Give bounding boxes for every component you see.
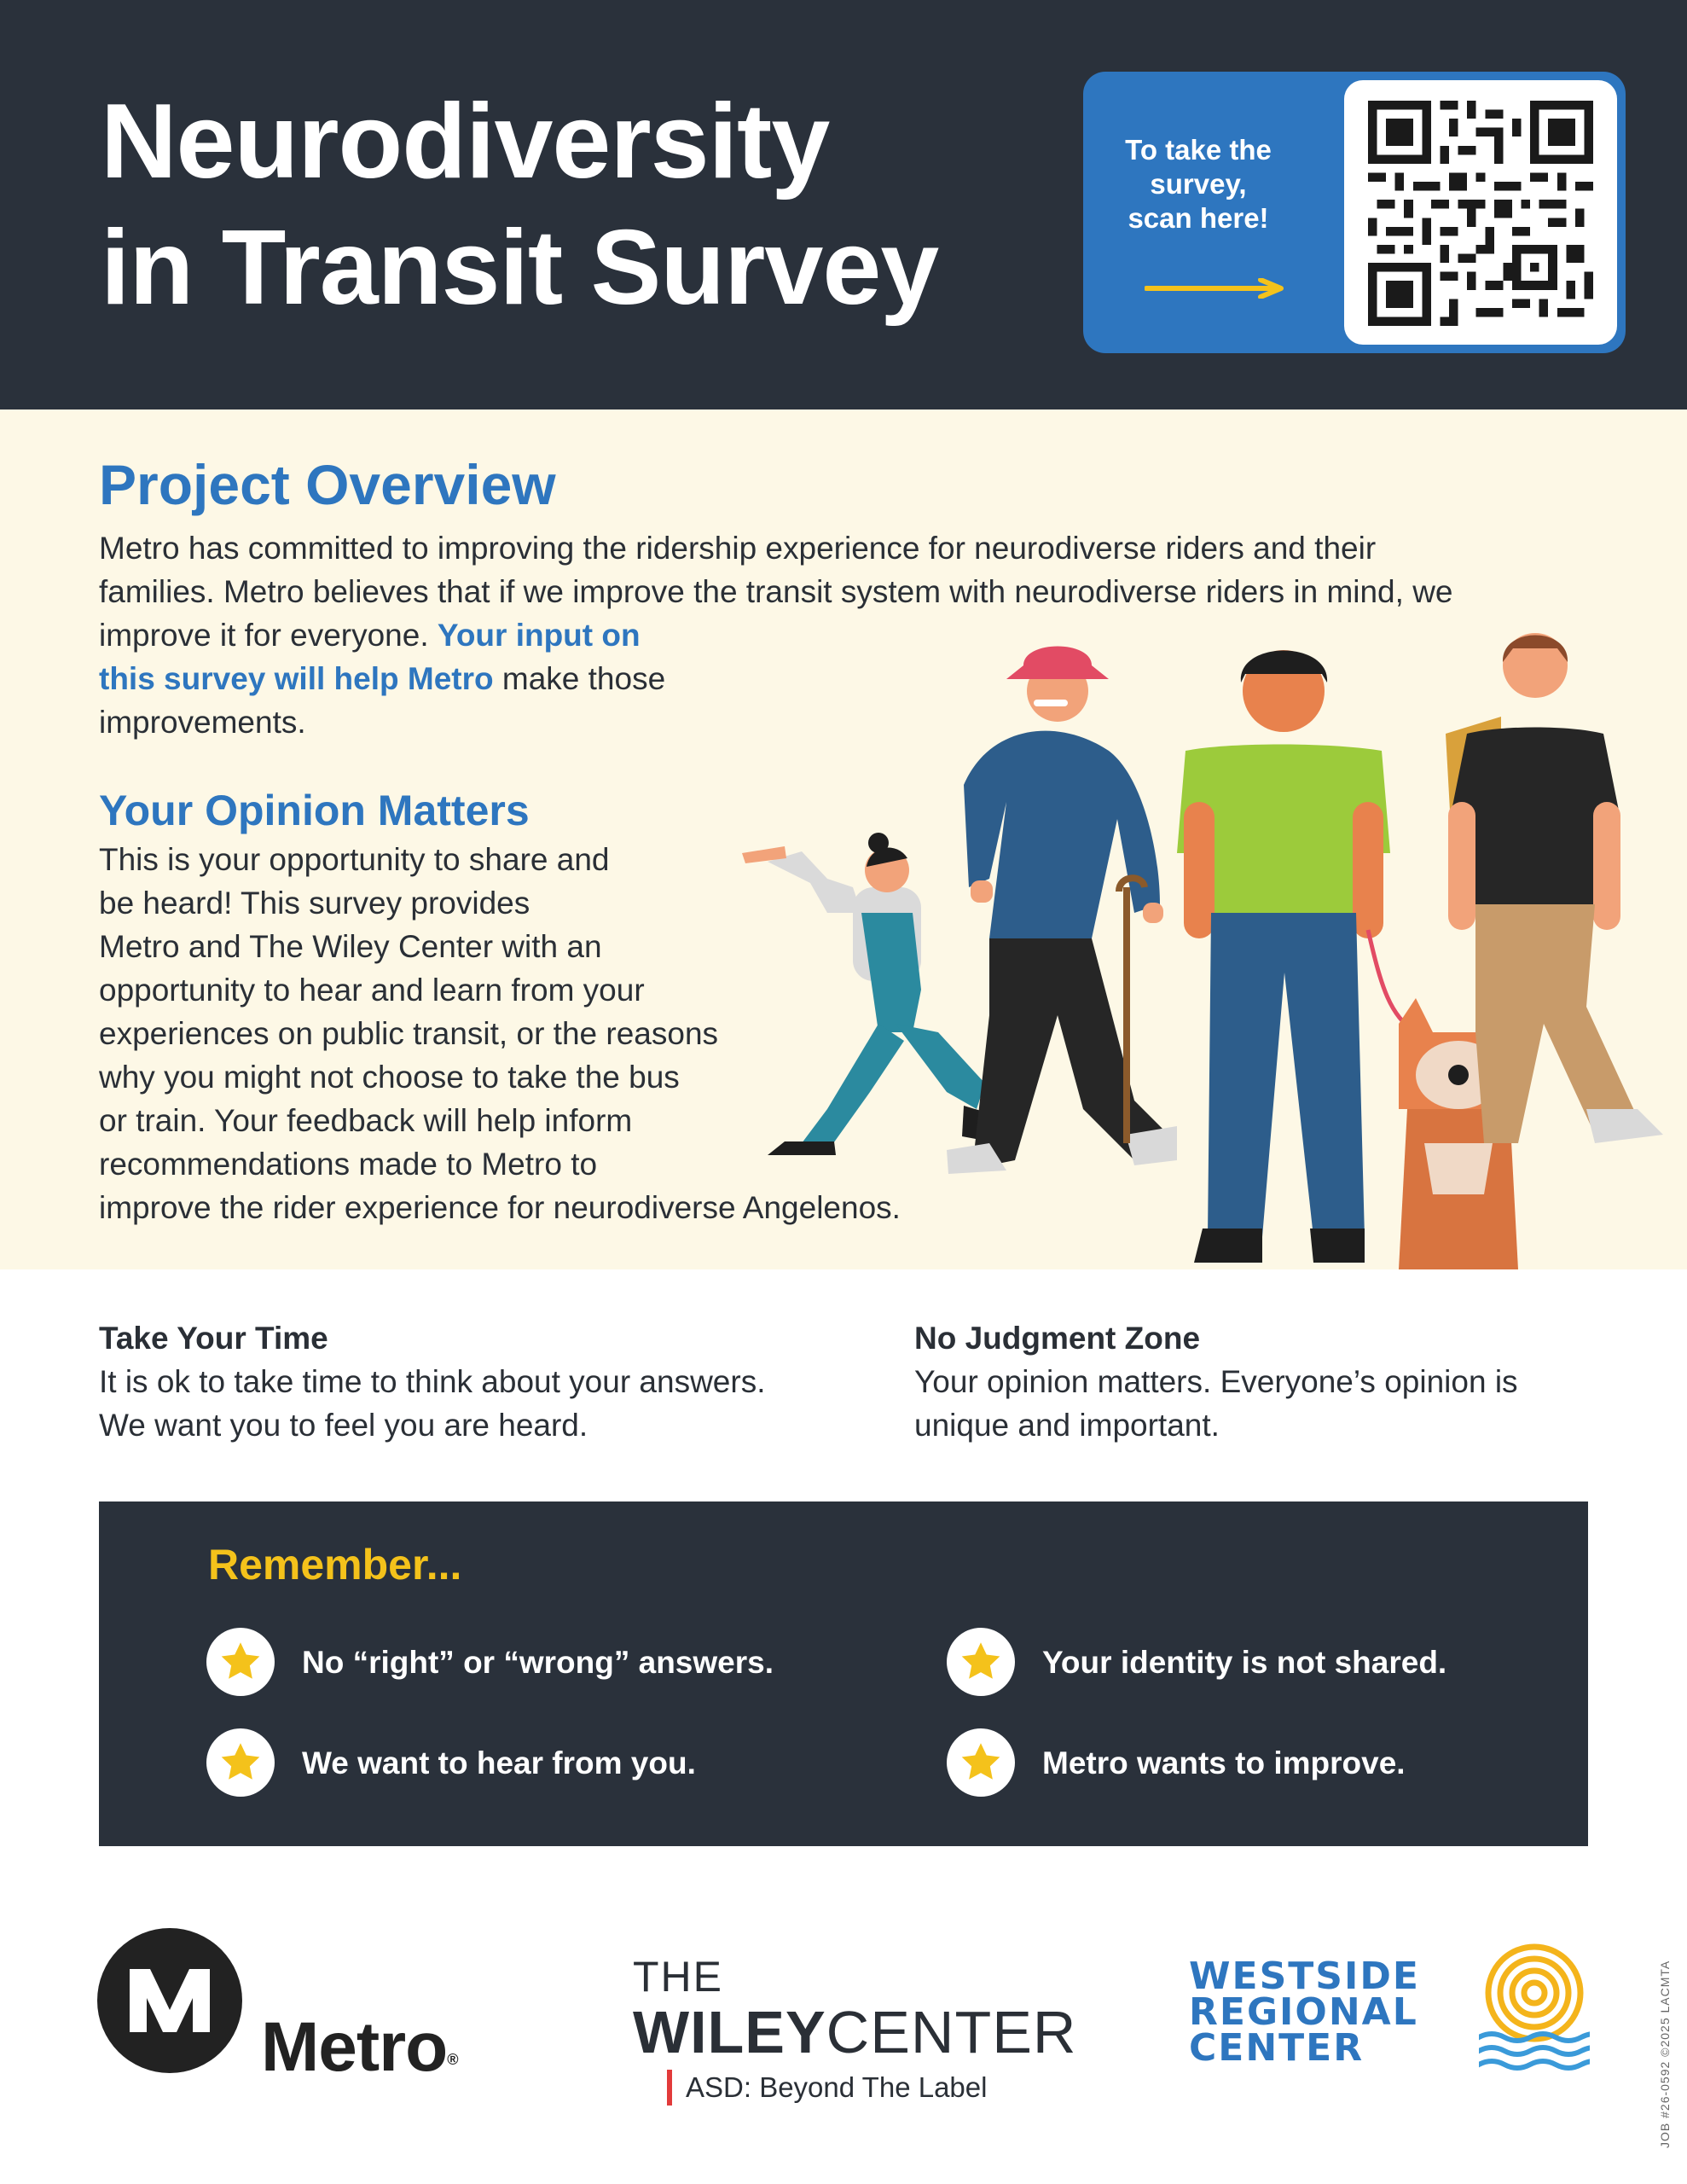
westside-regional-center-logo [1189,1942,1590,2078]
metro-word-text: Metro [261,2008,448,2086]
adult-figure [1177,650,1416,1263]
overview-line: improvements. [99,705,306,740]
overview-section [0,410,1687,1269]
sun-waves-icon [1479,1942,1590,2078]
overview-line-plain: improve it for everyone. [99,618,438,653]
tip-line: Your opinion matters. Everyone’s opinion is [914,1364,1518,1399]
opinion-line: recommendations made to Metro to [99,1147,598,1182]
opinion-line: opportunity to hear and learn from your [99,973,645,1008]
tip-no-judgment-zone [914,1317,1648,1447]
page-title [101,78,938,331]
remember-panel [99,1502,1588,1846]
job-code [1655,1937,1672,2150]
title-line-1: Neurodiversity [101,83,830,200]
westside-wordmark [1189,1955,1420,2070]
metro-wordmark [261,2007,457,2088]
tip-title: No Judgment Zone [914,1321,1201,1356]
metro-logo-icon [97,1928,242,2073]
hiker-figure [1446,633,1663,1143]
wiley-rest: CENTER [826,1999,1077,2065]
child-figure [742,833,998,1155]
westside-line: WESTSIDE [1189,1955,1420,1998]
overview-highlight: this survey will help Metro [99,661,494,696]
westside-line: CENTER [1189,2026,1365,2070]
qr-callout[interactable] [1083,72,1626,353]
wiley-bold: WILEY [633,1999,826,2065]
wiley-tagline: ASD: Beyond The Label [667,2070,1076,2106]
remember-heading: Remember... [208,1541,462,1589]
opinion-line: Metro and The Wiley Center with an [99,929,602,964]
wiley-the: THE [633,1953,723,2001]
remember-item-text: Your identity is not shared. [1042,1645,1447,1680]
opinion-line: be heard! This survey provides [99,886,530,921]
tip-text [914,1360,1648,1447]
grandfather-figure [947,647,1177,1175]
header-banner [0,0,1687,410]
arrow-right-icon [1145,278,1290,299]
opinion-line: experiences on public transit, or the reasons [99,1016,719,1051]
opinion-heading: Your Opinion Matters [99,787,530,834]
star-icon [959,1740,1003,1785]
opinion-line: or train. Your feedback will help inform [99,1103,633,1138]
star-badge [947,1728,1015,1797]
opinion-line: improve the rider experience for neurodiverse Angelenos. [99,1190,901,1225]
title-line-2: in Transit Survey [101,209,939,327]
remember-item-text: No “right” or “wrong” answers. [302,1645,774,1680]
registered-mark: ® [447,2051,458,2068]
opinion-line: This is your opportunity to share and [99,842,610,877]
qr-panel[interactable] [1344,80,1617,345]
star-badge [206,1728,275,1797]
riders-illustration [733,631,1687,1269]
overview-line: families. Metro believes that if we improve the transit system with neurodiverse riders in mind, we [99,574,1453,609]
remember-item-text: Metro wants to improve. [1042,1745,1406,1780]
tip-line: We want you to feel you are heard. [99,1408,588,1443]
wiley-center-logo [633,1954,1076,2106]
overview-line-plain: make those [493,661,666,696]
qr-prompt: To take the survey, scan here! [1125,134,1272,234]
tip-take-your-time [99,1317,832,1447]
project-overview-heading: Project Overview [99,453,556,516]
overview-highlight: Your input on [437,618,641,653]
tip-line: It is ok to take time to think about your answers. [99,1364,766,1399]
star-icon [959,1640,1003,1684]
star-icon [218,1740,263,1785]
westside-line: REGIONAL [1189,1990,1418,2034]
star-badge [206,1628,275,1696]
tip-text [99,1360,832,1447]
star-icon [218,1640,263,1684]
opinion-line: why you might not choose to take the bus [99,1060,680,1095]
star-badge [947,1628,1015,1696]
job-code-text: JOB #26-0592 ©2025 LACMTA [1658,1960,1672,2148]
overview-line: Metro has committed to improving the ridership experience for neurodiverse riders and their [99,531,1377,566]
tip-line: unique and important. [914,1408,1220,1443]
tip-title: Take Your Time [99,1321,328,1356]
remember-item-text: We want to hear from you. [302,1745,696,1780]
qr-code-icon[interactable] [1368,101,1593,326]
wiley-wordmark [633,2000,1076,2065]
